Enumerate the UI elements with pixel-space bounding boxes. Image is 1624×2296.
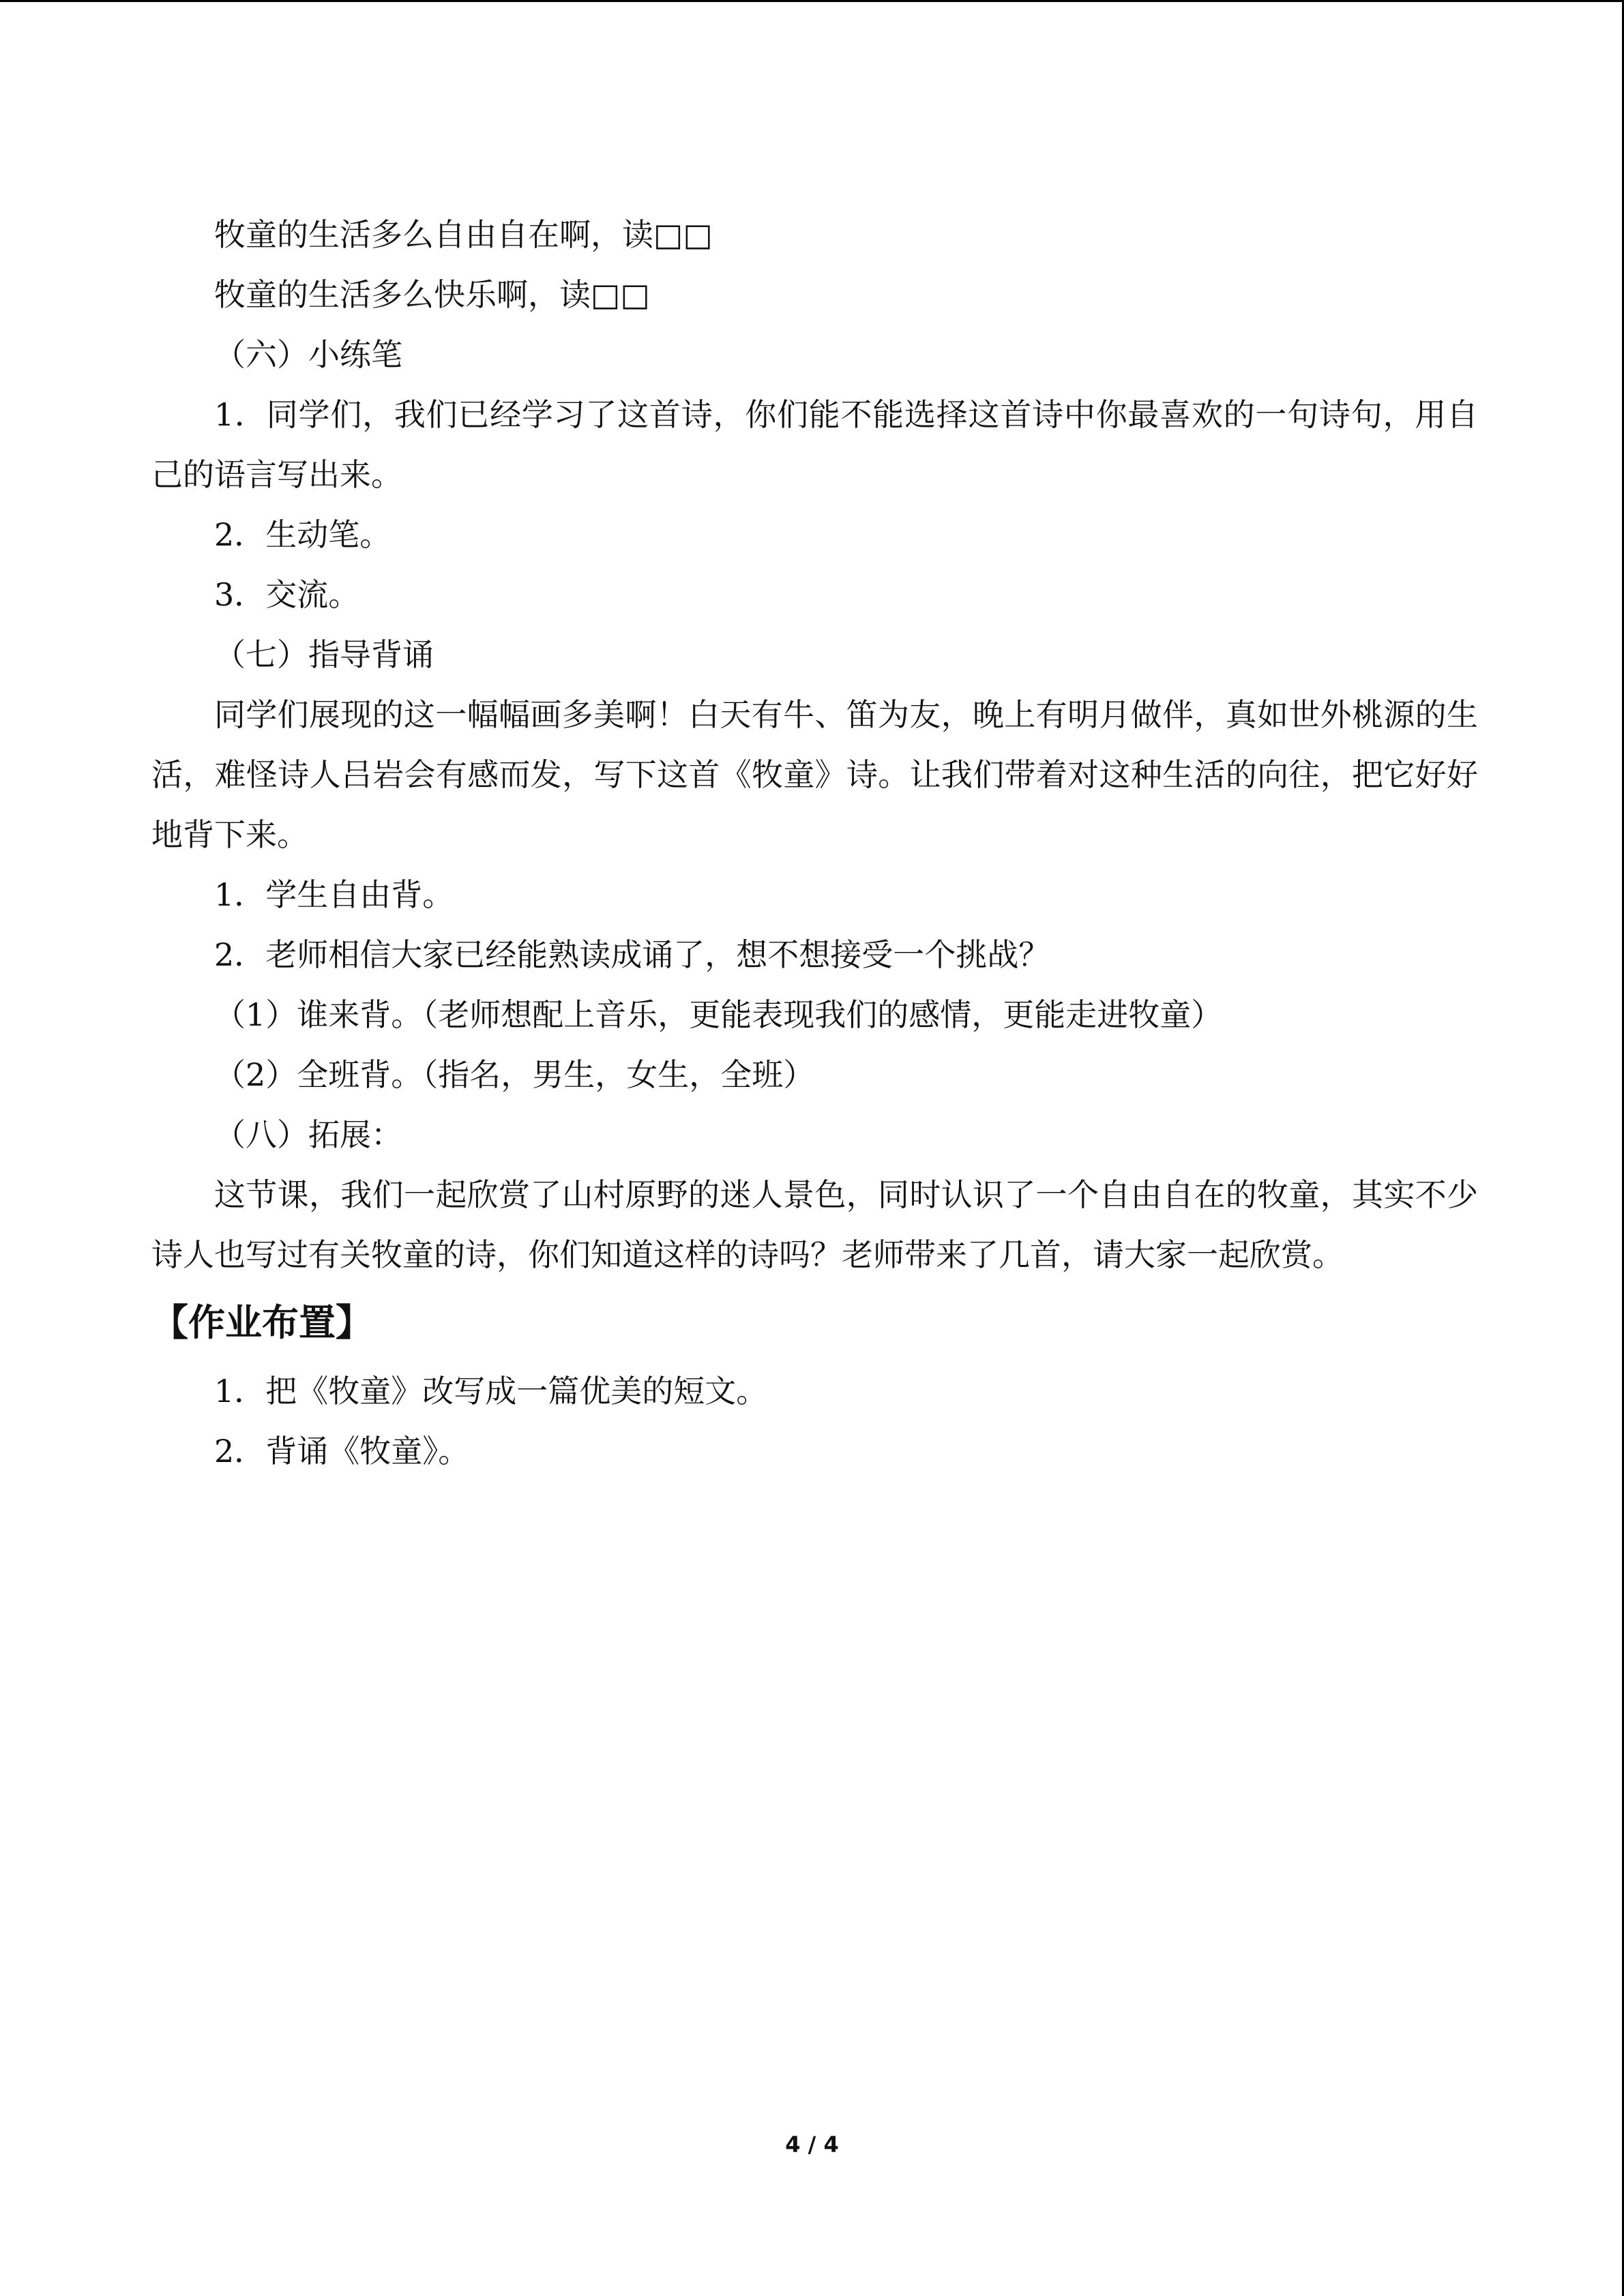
- page-number: 4 / 4: [785, 2132, 839, 2158]
- body-line-1: 牧童的生活多么自由自在啊，读□□: [214, 216, 713, 253]
- homework-item-2: 2．背诵《牧童》。: [214, 1433, 470, 1470]
- body-line-2: 牧童的生活多么快乐啊，读□□: [214, 276, 650, 313]
- body-line-12: （2）全班背。（指名，男生，女生，全班）: [214, 1056, 815, 1093]
- body-line-11: （1）谁来背。（老师想配上音乐，更能表现我们的感情，更能走进牧童）: [214, 996, 1223, 1033]
- body-line-4: 1．同学们，我们已经学习了这首诗，你们能不能选择这首诗中你最喜欢的一句诗句，用自己的语言写出来。: [151, 396, 1478, 493]
- body-line-9: 1．学生自由背。: [214, 876, 454, 913]
- document-body: [151, 205, 1478, 1481]
- body-line-5: 2．生动笔。: [214, 516, 392, 553]
- page-border-top: [0, 0, 1624, 2]
- section-heading-seven: （七）指导背诵: [214, 636, 434, 673]
- homework-heading: 【作业布置】: [151, 1301, 372, 1344]
- body-line-10: 2．老师相信大家已经能熟读成诵了，想不想接受一个挑战？: [214, 936, 1050, 973]
- section-heading-six: （六）小练笔: [214, 336, 402, 373]
- body-line-14: 这节课，我们一起欣赏了山村原野的迷人景色，同时认识了一个自由自在的牧童，其实不少诗人也写过有关牧童的诗，你们知道这样的诗吗？老师带来了几首，请大家一起欣赏。: [151, 1176, 1478, 1273]
- body-line-6: 3．交流。: [214, 576, 360, 613]
- homework-item-1: 1．把《牧童》改写成一篇优美的短文。: [214, 1373, 768, 1410]
- body-line-8: 同学们展现的这一幅幅画多美啊！白天有牛、笛为友，晚上有明月做伴，真如世外桃源的生活，难怪诗人吕岩会有感而发，写下这首《牧童》诗。让我们带着对这种生活的向往，把它好好地背下来。: [151, 696, 1478, 853]
- section-heading-eight: （八）拓展：: [214, 1116, 402, 1153]
